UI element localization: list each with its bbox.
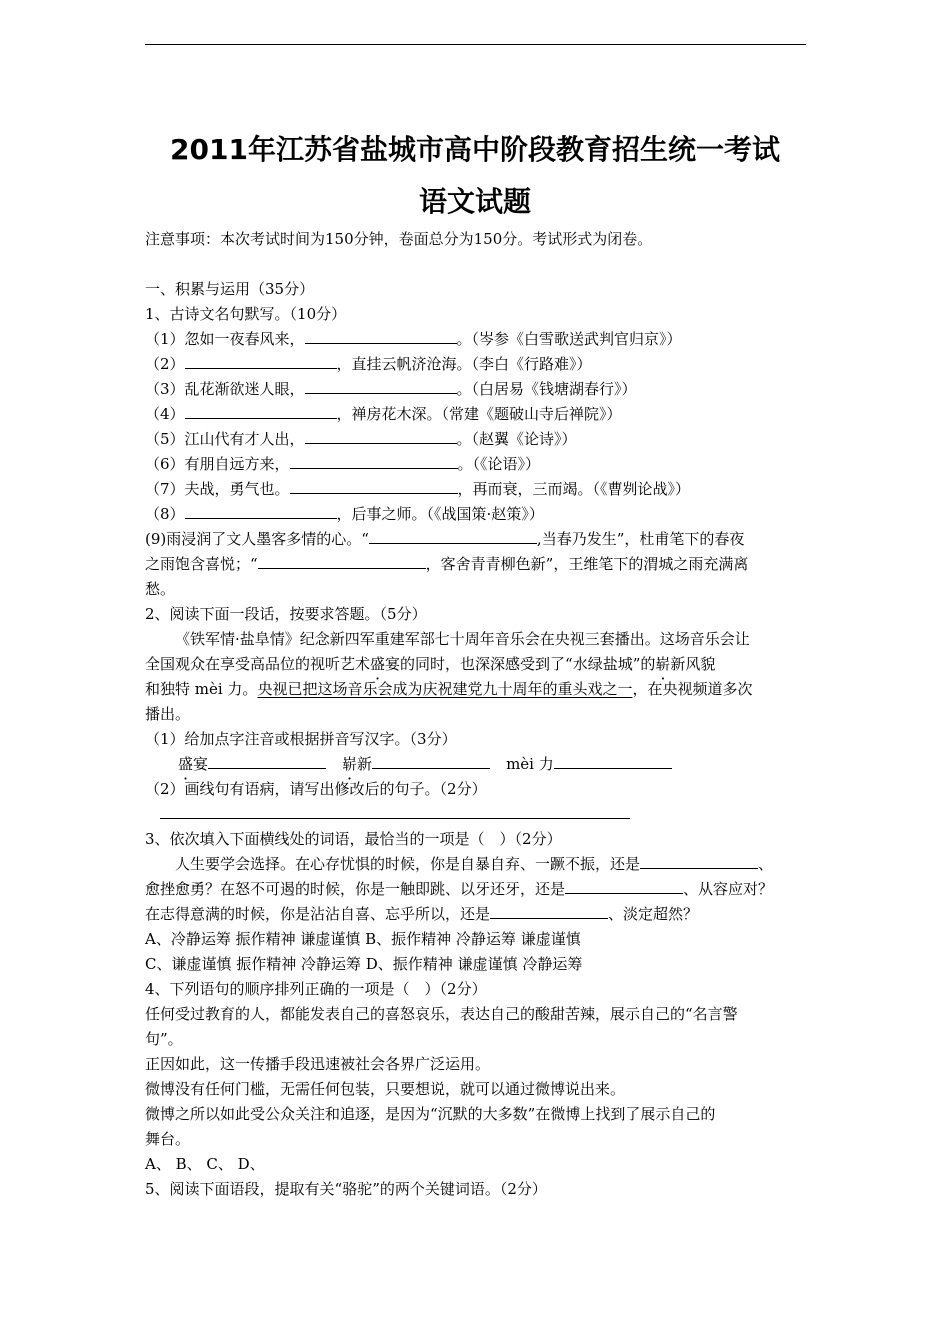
dotted-char: 崭 (655, 655, 671, 673)
q2-title: 2、阅读下面一段话，按要求答题。（5分） (145, 605, 427, 623)
answer-blank[interactable] (554, 752, 672, 769)
q2-passage-line2: 全国观众在享受高品位的视听艺术盛宴的同时，也深深感受到了“水绿盐城”的崭新风貌 (145, 655, 716, 673)
answer-blank[interactable] (290, 452, 458, 469)
q2-sub2-answer (145, 802, 809, 827)
exam-title: 2011年江苏省盐城市高中阶段教育招生统一考试 (170, 133, 780, 166)
q1-item-9-line2: 之雨饱含喜悦；“ ，客舍青青柳色新”，王维笔下的渭城之雨充满离 (145, 552, 809, 577)
q4-sentence-3: 微博没有任何门槛，无需任何包装，只要想说，就可以通过微博说出来。 (145, 1080, 626, 1098)
q1-item-9-line3: 愁。 (145, 580, 176, 598)
section-heading: 一、积累与运用（35分） (145, 280, 315, 298)
q1-item-7: （7）夫战，勇气也。 ，再而衰，三而竭。（《曹刿论战》） (145, 477, 809, 502)
q3-options-ab: A、冷静运筹 振作精神 谦虚谨慎 B、振作精神 冷静运筹 谦虚谨慎 (145, 930, 581, 948)
q2-passage-line1: 《铁军情·盐阜情》纪念新四军重建军部七十周年音乐会在央视三套播出。这场音乐会让 (175, 630, 750, 648)
answer-line[interactable] (160, 802, 630, 819)
q1-item-5: （5）江山代有才人出， 。（赵翼《论诗》） (145, 427, 809, 452)
answer-blank[interactable] (565, 877, 683, 894)
answer-blank[interactable] (640, 852, 758, 869)
q3-passage-line2: 愈挫愈勇？在怒不可遏的时候，你是一触即跳、以牙还牙，还是 、从容应对？ (145, 877, 809, 902)
answer-blank[interactable] (372, 752, 490, 769)
underlined-sentence: 央视已把这场音乐会成为庆祝建党九十周年的重头戏之一 (257, 680, 633, 698)
answer-blank[interactable] (305, 327, 457, 344)
answer-blank[interactable] (305, 377, 457, 394)
answer-blank[interactable] (490, 902, 608, 919)
q3-title: 3、依次填入下面横线处的词语，最恰当的一项是（ ）（2分） (145, 830, 562, 848)
answer-blank[interactable] (185, 352, 337, 369)
q1-item-9-line1: (9)雨浸润了文人墨客多情的心。“ ,当春乃发生”，杜甫笔下的春夜 (145, 527, 809, 552)
notice: 注意事项：本次考试时间为150分钟，卷面总分为150分。考试形式为闭卷。 (145, 230, 653, 248)
q4-sentence-1b: 句”。 (145, 1030, 183, 1048)
exam-body (145, 227, 809, 1202)
answer-blank[interactable] (185, 502, 337, 519)
q1-item-3: （3）乱花渐欲迷人眼， 。（白居易《钱塘湖春行》） (145, 377, 809, 402)
q1-item-8: （8） ，后事之师。（《战国策·赵策》） (145, 502, 809, 527)
q1-item-4: （4） ，禅房花木深。（常建《题破山寺后禅院》） (145, 402, 809, 427)
q4-sentence-1a: 任何受过教育的人，都能发表自己的喜怒哀乐，表达自己的酸甜苦辣，展示自己的“名言警 (145, 1005, 738, 1023)
answer-blank[interactable] (208, 752, 326, 769)
q1-item-6: （6）有朋自远方来， 。（《论语》） (145, 452, 809, 477)
dotted-char: 盛 (370, 655, 386, 673)
q4-sentence-4a: 微博之所以如此受公众关注和追逐，是因为“沉默的大多数”在微博上找到了展示自己的 (145, 1105, 716, 1123)
q5-title: 5、阅读下面语段，提取有关“骆驼”的两个关键词语。（2分） (145, 1180, 547, 1198)
exam-subtitle: 语文试题 (418, 185, 531, 218)
q2-passage-line3: 和独特 mèi 力。央视已把这场音乐会成为庆祝建党九十周年的重头戏之一，在央视频道多次 (145, 680, 753, 698)
q2-passage-line4: 播出。 (145, 705, 191, 723)
q4-sentence-4b: 舞台。 (145, 1130, 191, 1148)
q3-passage-line3: 在志得意满的时候，你是沾沾自喜、忘乎所以，还是 、淡定超然？ (145, 902, 809, 927)
answer-blank[interactable] (185, 402, 337, 419)
answer-blank[interactable] (369, 527, 537, 544)
q1-item-1: （1）忽如一夜春风来， 。（岑参《白雪歌送武判官归京》） (145, 327, 809, 352)
q4-options: A、 B、 C、 D、 (145, 1155, 265, 1173)
q3-passage-line1: 人生要学会选择。在心存忧惧的时候，你是自暴自弃、一蹶不振，还是 、 (145, 852, 809, 877)
header-rule (145, 44, 806, 45)
answer-blank[interactable] (258, 552, 426, 569)
answer-blank[interactable] (305, 427, 457, 444)
q2-sub1: （1）给加点字注音或根据拼音写汉字。（3分） (145, 730, 457, 748)
q2-sub2: （2）画线句有语病，请写出修改后的句子。（2分） (145, 780, 487, 798)
q1-item-2: （2） ，直挂云帆济沧海。（李白《行路难》） (145, 352, 809, 377)
q1-title: 1、古诗文名句默写。（10分） (145, 305, 347, 323)
q4-title: 4、下列语句的顺序排列正确的一项是（ ）（2分） (145, 980, 487, 998)
q4-sentence-2: 正因如此，这一传播手段迅速被社会各界广泛运用。 (145, 1055, 491, 1073)
q3-options-cd: C、谦虚谨慎 振作精神 冷静运筹 D、振作精神 谦虚谨慎 冷静运筹 (145, 955, 583, 973)
answer-blank[interactable] (290, 477, 458, 494)
q2-sub1-blanks: 盛宴 崭新 mèi 力 (145, 752, 809, 777)
